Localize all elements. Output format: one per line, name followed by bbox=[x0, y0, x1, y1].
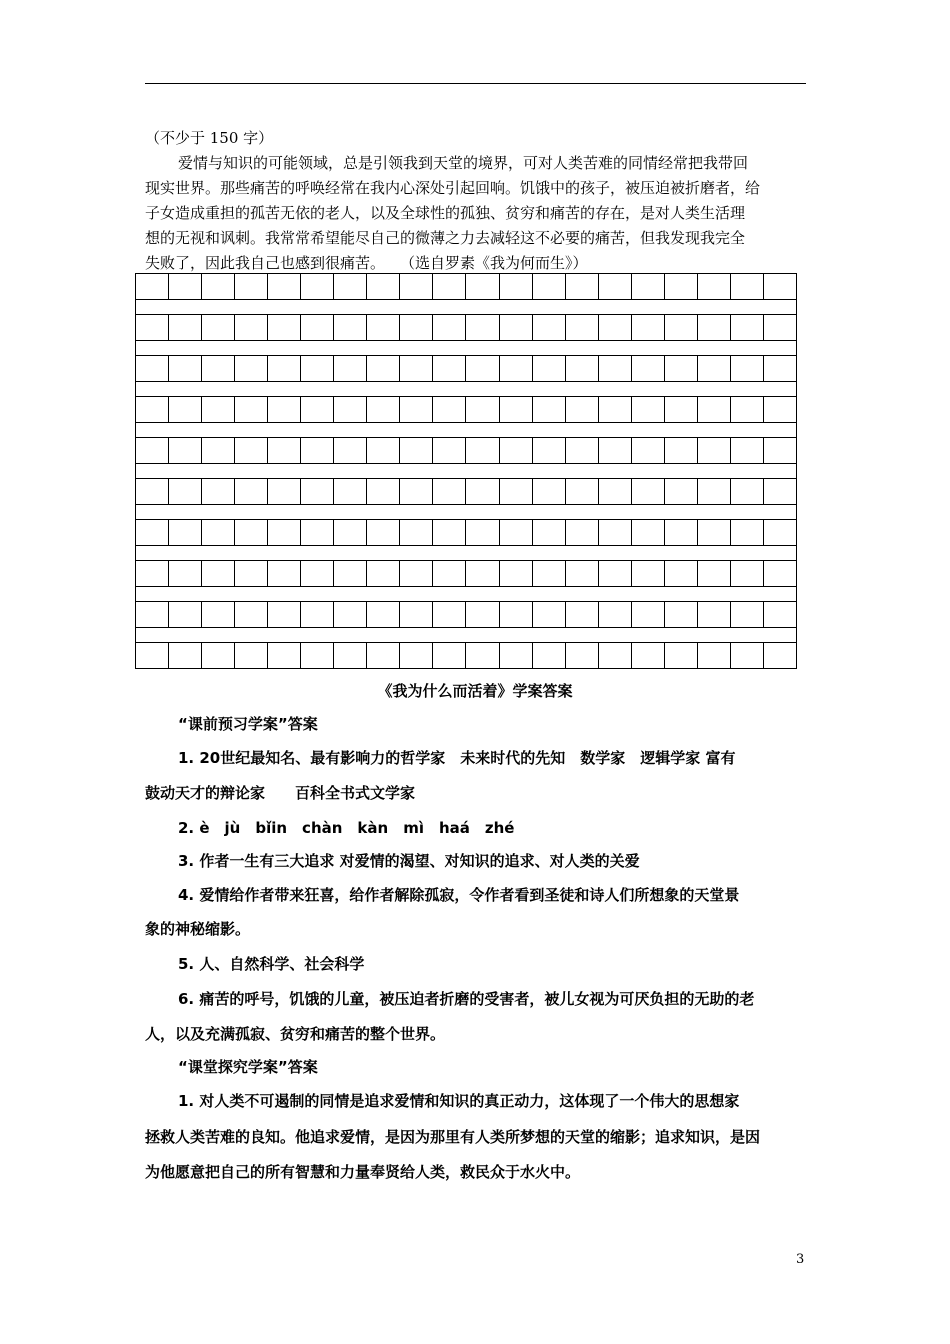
grid-cell bbox=[169, 643, 202, 668]
answer-line: 象的神秘缩影。 bbox=[145, 920, 251, 938]
grid-cell bbox=[599, 274, 632, 299]
answer-line: 2. è jù bǐin chàn kàn mì haá zhé bbox=[178, 819, 515, 837]
grid-cell bbox=[500, 561, 533, 586]
grid-cell bbox=[500, 397, 533, 422]
grid-cell bbox=[367, 643, 400, 668]
grid-cell bbox=[334, 274, 367, 299]
grid-cell bbox=[566, 274, 599, 299]
grid-cell bbox=[334, 397, 367, 422]
grid-cell bbox=[433, 643, 466, 668]
grid-cell bbox=[533, 397, 566, 422]
grid-cell bbox=[136, 438, 169, 463]
grid-cell bbox=[235, 356, 268, 381]
grid-cell bbox=[599, 397, 632, 422]
grid-cell bbox=[268, 356, 301, 381]
grid-cell bbox=[136, 520, 169, 545]
grid-cell bbox=[169, 274, 202, 299]
header-rule bbox=[145, 83, 806, 84]
grid-cell bbox=[566, 356, 599, 381]
grid-row bbox=[135, 642, 797, 669]
answer-line: 1. 对人类不可遏制的同情是追求爱情和知识的真正动力，这体现了一个伟大的思想家 bbox=[178, 1092, 740, 1110]
grid-cell bbox=[500, 643, 533, 668]
grid-cell bbox=[136, 602, 169, 627]
grid-cell bbox=[268, 643, 301, 668]
grid-cell bbox=[698, 561, 731, 586]
grid-cell bbox=[599, 520, 632, 545]
grid-cell bbox=[433, 397, 466, 422]
grid-cell bbox=[301, 520, 334, 545]
grid-cell bbox=[235, 643, 268, 668]
grid-cell bbox=[268, 520, 301, 545]
grid-cell bbox=[202, 397, 235, 422]
grid-cell bbox=[500, 602, 533, 627]
grid-cell bbox=[632, 397, 665, 422]
grid-cell bbox=[334, 602, 367, 627]
grid-cell bbox=[169, 602, 202, 627]
grid-cell bbox=[665, 479, 698, 504]
grid-cell bbox=[301, 479, 334, 504]
grid-cell bbox=[136, 397, 169, 422]
grid-row bbox=[135, 437, 797, 464]
grid-cell bbox=[367, 397, 400, 422]
grid-cell bbox=[533, 479, 566, 504]
grid-cell bbox=[698, 356, 731, 381]
grid-cell bbox=[400, 479, 433, 504]
grid-cell bbox=[764, 643, 797, 668]
grid-cell bbox=[764, 397, 797, 422]
grid-row-gap bbox=[135, 341, 797, 355]
grid-cell bbox=[566, 397, 599, 422]
grid-cell bbox=[731, 356, 764, 381]
grid-cell bbox=[169, 356, 202, 381]
grid-cell bbox=[731, 479, 764, 504]
grid-cell bbox=[466, 602, 499, 627]
passage-line: 现实世界。那些痛苦的呼唤经常在我内心深处引起回响。饥饿中的孩子，被压迫被折磨者，给 bbox=[145, 179, 761, 197]
grid-cell bbox=[433, 315, 466, 340]
grid-cell bbox=[466, 479, 499, 504]
grid-cell bbox=[301, 643, 334, 668]
grid-cell bbox=[334, 315, 367, 340]
grid-cell bbox=[599, 356, 632, 381]
grid-cell bbox=[466, 356, 499, 381]
grid-cell bbox=[500, 438, 533, 463]
grid-cell bbox=[400, 561, 433, 586]
grid-cell bbox=[764, 602, 797, 627]
grid-row-gap bbox=[135, 587, 797, 601]
grid-cell bbox=[698, 397, 731, 422]
passage-line: 子女造成重担的孤苦无依的老人，以及全球性的孤独、贫穷和痛苦的存在，是对人类生活理 bbox=[145, 204, 746, 222]
grid-cell bbox=[599, 315, 632, 340]
grid-cell bbox=[136, 315, 169, 340]
grid-row-gap bbox=[135, 628, 797, 642]
grid-cell bbox=[136, 561, 169, 586]
grid-cell bbox=[566, 520, 599, 545]
grid-cell bbox=[334, 438, 367, 463]
grid-cell bbox=[533, 356, 566, 381]
grid-cell bbox=[169, 520, 202, 545]
grid-row-gap bbox=[135, 423, 797, 437]
grid-cell bbox=[367, 438, 400, 463]
grid-cell bbox=[334, 561, 367, 586]
grid-cell bbox=[665, 643, 698, 668]
grid-cell bbox=[533, 520, 566, 545]
grid-cell bbox=[698, 520, 731, 545]
grid-cell bbox=[367, 561, 400, 586]
grid-cell bbox=[268, 561, 301, 586]
grid-row bbox=[135, 601, 797, 628]
grid-cell bbox=[533, 561, 566, 586]
grid-cell bbox=[599, 561, 632, 586]
grid-cell bbox=[301, 438, 334, 463]
grid-cell bbox=[400, 438, 433, 463]
grid-cell bbox=[665, 356, 698, 381]
grid-row bbox=[135, 519, 797, 546]
grid-cell bbox=[764, 356, 797, 381]
grid-cell bbox=[400, 274, 433, 299]
grid-cell bbox=[235, 315, 268, 340]
answers-title: 《我为什么而活着》学案答案 bbox=[377, 682, 573, 700]
answer-line: 人，以及充满孤寂、贫穷和痛苦的整个世界。 bbox=[145, 1025, 446, 1043]
grid-cell bbox=[764, 520, 797, 545]
grid-cell bbox=[665, 397, 698, 422]
grid-row bbox=[135, 396, 797, 423]
word-requirement: （不少于 150 字） bbox=[145, 129, 274, 147]
grid-cell bbox=[367, 520, 400, 545]
grid-cell bbox=[632, 602, 665, 627]
grid-cell bbox=[400, 315, 433, 340]
grid-cell bbox=[466, 561, 499, 586]
grid-cell bbox=[731, 274, 764, 299]
grid-cell bbox=[566, 643, 599, 668]
grid-cell bbox=[698, 602, 731, 627]
grid-cell bbox=[665, 520, 698, 545]
grid-cell bbox=[235, 479, 268, 504]
grid-cell bbox=[268, 479, 301, 504]
grid-row-gap bbox=[135, 505, 797, 519]
writing-grid bbox=[135, 273, 797, 669]
grid-cell bbox=[599, 438, 632, 463]
grid-cell bbox=[334, 479, 367, 504]
grid-cell bbox=[500, 356, 533, 381]
grid-cell bbox=[169, 479, 202, 504]
grid-row bbox=[135, 355, 797, 382]
grid-cell bbox=[301, 561, 334, 586]
grid-cell bbox=[533, 602, 566, 627]
grid-cell bbox=[202, 315, 235, 340]
grid-cell bbox=[566, 315, 599, 340]
grid-cell bbox=[731, 520, 764, 545]
grid-cell bbox=[268, 397, 301, 422]
grid-cell bbox=[169, 397, 202, 422]
grid-cell bbox=[400, 520, 433, 545]
grid-cell bbox=[136, 356, 169, 381]
passage-line: 失败了，因此我自己也感到很痛苦。 （选自罗素《我为何而生》） bbox=[145, 254, 588, 272]
grid-cell bbox=[698, 438, 731, 463]
grid-cell bbox=[433, 479, 466, 504]
grid-row-gap bbox=[135, 464, 797, 478]
grid-cell bbox=[235, 561, 268, 586]
grid-cell bbox=[400, 356, 433, 381]
grid-cell bbox=[202, 479, 235, 504]
grid-cell bbox=[566, 561, 599, 586]
grid-cell bbox=[268, 602, 301, 627]
grid-cell bbox=[665, 315, 698, 340]
grid-cell bbox=[202, 643, 235, 668]
grid-cell bbox=[334, 643, 367, 668]
grid-cell bbox=[632, 561, 665, 586]
grid-cell bbox=[466, 643, 499, 668]
grid-cell bbox=[466, 397, 499, 422]
grid-cell bbox=[533, 315, 566, 340]
answer-line: 3. 作者一生有三大追求 对爱情的渴望、对知识的追求、对人类的关爱 bbox=[178, 852, 640, 870]
grid-cell bbox=[301, 356, 334, 381]
grid-cell bbox=[235, 397, 268, 422]
grid-cell bbox=[731, 315, 764, 340]
grid-cell bbox=[731, 561, 764, 586]
grid-cell bbox=[433, 438, 466, 463]
grid-cell bbox=[202, 356, 235, 381]
class-heading: “课堂探究学案”答案 bbox=[178, 1058, 318, 1076]
grid-cell bbox=[665, 561, 698, 586]
grid-cell bbox=[433, 520, 466, 545]
grid-cell bbox=[136, 479, 169, 504]
grid-cell bbox=[698, 479, 731, 504]
grid-cell bbox=[235, 274, 268, 299]
grid-cell bbox=[202, 438, 235, 463]
grid-cell bbox=[731, 643, 764, 668]
grid-cell bbox=[466, 520, 499, 545]
grid-cell bbox=[764, 438, 797, 463]
grid-row bbox=[135, 478, 797, 505]
grid-cell bbox=[235, 520, 268, 545]
grid-cell bbox=[632, 274, 665, 299]
grid-cell bbox=[367, 602, 400, 627]
grid-cell bbox=[533, 643, 566, 668]
grid-cell bbox=[466, 274, 499, 299]
grid-cell bbox=[731, 602, 764, 627]
grid-cell bbox=[169, 438, 202, 463]
answer-line: 鼓动天才的辩论家 百科全书式文学家 bbox=[145, 784, 416, 802]
grid-cell bbox=[169, 561, 202, 586]
grid-cell bbox=[202, 274, 235, 299]
grid-cell bbox=[301, 397, 334, 422]
grid-row bbox=[135, 314, 797, 341]
grid-row-gap bbox=[135, 382, 797, 396]
grid-cell bbox=[632, 520, 665, 545]
grid-cell bbox=[731, 438, 764, 463]
grid-cell bbox=[367, 315, 400, 340]
grid-cell bbox=[599, 602, 632, 627]
grid-cell bbox=[533, 438, 566, 463]
grid-cell bbox=[665, 602, 698, 627]
grid-cell bbox=[599, 643, 632, 668]
grid-cell bbox=[466, 438, 499, 463]
grid-cell bbox=[599, 479, 632, 504]
grid-cell bbox=[698, 274, 731, 299]
grid-cell bbox=[400, 602, 433, 627]
answer-line: 1. 20世纪最知名、最有影响力的哲学家 未来时代的先知 数学家 逻辑学家 富有 bbox=[178, 749, 736, 767]
grid-cell bbox=[665, 438, 698, 463]
grid-cell bbox=[433, 561, 466, 586]
grid-cell bbox=[665, 274, 698, 299]
grid-cell bbox=[764, 561, 797, 586]
grid-cell bbox=[367, 274, 400, 299]
passage-line: 想的无视和讽刺。我常常希望能尽自己的微薄之力去减轻这不必要的痛苦，但我发现我完全 bbox=[145, 229, 746, 247]
answer-line: 5. 人、自然科学、社会科学 bbox=[178, 955, 365, 973]
grid-cell bbox=[367, 479, 400, 504]
grid-cell bbox=[433, 602, 466, 627]
grid-cell bbox=[698, 315, 731, 340]
answer-line: 4. 爱情给作者带来狂喜，给作者解除孤寂，令作者看到圣徒和诗人们所想象的天堂景 bbox=[178, 886, 740, 904]
grid-cell bbox=[301, 274, 334, 299]
answer-line: 6. 痛苦的呼号，饥饿的儿童，被压迫者折磨的受害者，被儿女视为可厌负担的无助的老 bbox=[178, 990, 755, 1008]
grid-row-gap bbox=[135, 300, 797, 314]
grid-cell bbox=[566, 438, 599, 463]
grid-cell bbox=[632, 438, 665, 463]
grid-cell bbox=[334, 520, 367, 545]
answer-line: 为他愿意把自己的所有智慧和力量奉贤给人类，救民众于水火中。 bbox=[145, 1163, 581, 1181]
grid-row-gap bbox=[135, 546, 797, 560]
grid-cell bbox=[301, 602, 334, 627]
grid-cell bbox=[632, 356, 665, 381]
grid-cell bbox=[566, 479, 599, 504]
grid-cell bbox=[433, 274, 466, 299]
grid-cell bbox=[268, 438, 301, 463]
grid-row bbox=[135, 273, 797, 300]
grid-cell bbox=[202, 561, 235, 586]
grid-cell bbox=[169, 315, 202, 340]
grid-cell bbox=[764, 479, 797, 504]
grid-cell bbox=[367, 356, 400, 381]
grid-cell bbox=[466, 315, 499, 340]
page-number: 3 bbox=[796, 1252, 805, 1267]
grid-cell bbox=[632, 479, 665, 504]
passage-line: 爱情与知识的可能领域，总是引领我到天堂的境界，可对人类苦难的同情经常把我带回 bbox=[178, 154, 749, 172]
grid-cell bbox=[500, 479, 533, 504]
grid-cell bbox=[136, 274, 169, 299]
grid-row bbox=[135, 560, 797, 587]
answer-line: 拯救人类苦难的良知。他追求爱情，是因为那里有人类所梦想的天堂的缩影；追求知识，是因 bbox=[145, 1128, 761, 1146]
grid-cell bbox=[202, 520, 235, 545]
grid-cell bbox=[731, 397, 764, 422]
grid-cell bbox=[764, 274, 797, 299]
grid-cell bbox=[533, 274, 566, 299]
grid-cell bbox=[202, 602, 235, 627]
grid-cell bbox=[268, 315, 301, 340]
grid-cell bbox=[268, 274, 301, 299]
grid-cell bbox=[764, 315, 797, 340]
grid-cell bbox=[235, 602, 268, 627]
grid-cell bbox=[632, 315, 665, 340]
grid-cell bbox=[400, 397, 433, 422]
grid-cell bbox=[500, 315, 533, 340]
grid-cell bbox=[566, 602, 599, 627]
grid-cell bbox=[400, 643, 433, 668]
grid-cell bbox=[433, 356, 466, 381]
grid-cell bbox=[235, 438, 268, 463]
grid-cell bbox=[500, 274, 533, 299]
grid-cell bbox=[698, 643, 731, 668]
preview-heading: “课前预习学案”答案 bbox=[178, 715, 318, 733]
grid-cell bbox=[334, 356, 367, 381]
grid-cell bbox=[301, 315, 334, 340]
grid-cell bbox=[500, 520, 533, 545]
grid-cell bbox=[136, 643, 169, 668]
grid-cell bbox=[632, 643, 665, 668]
